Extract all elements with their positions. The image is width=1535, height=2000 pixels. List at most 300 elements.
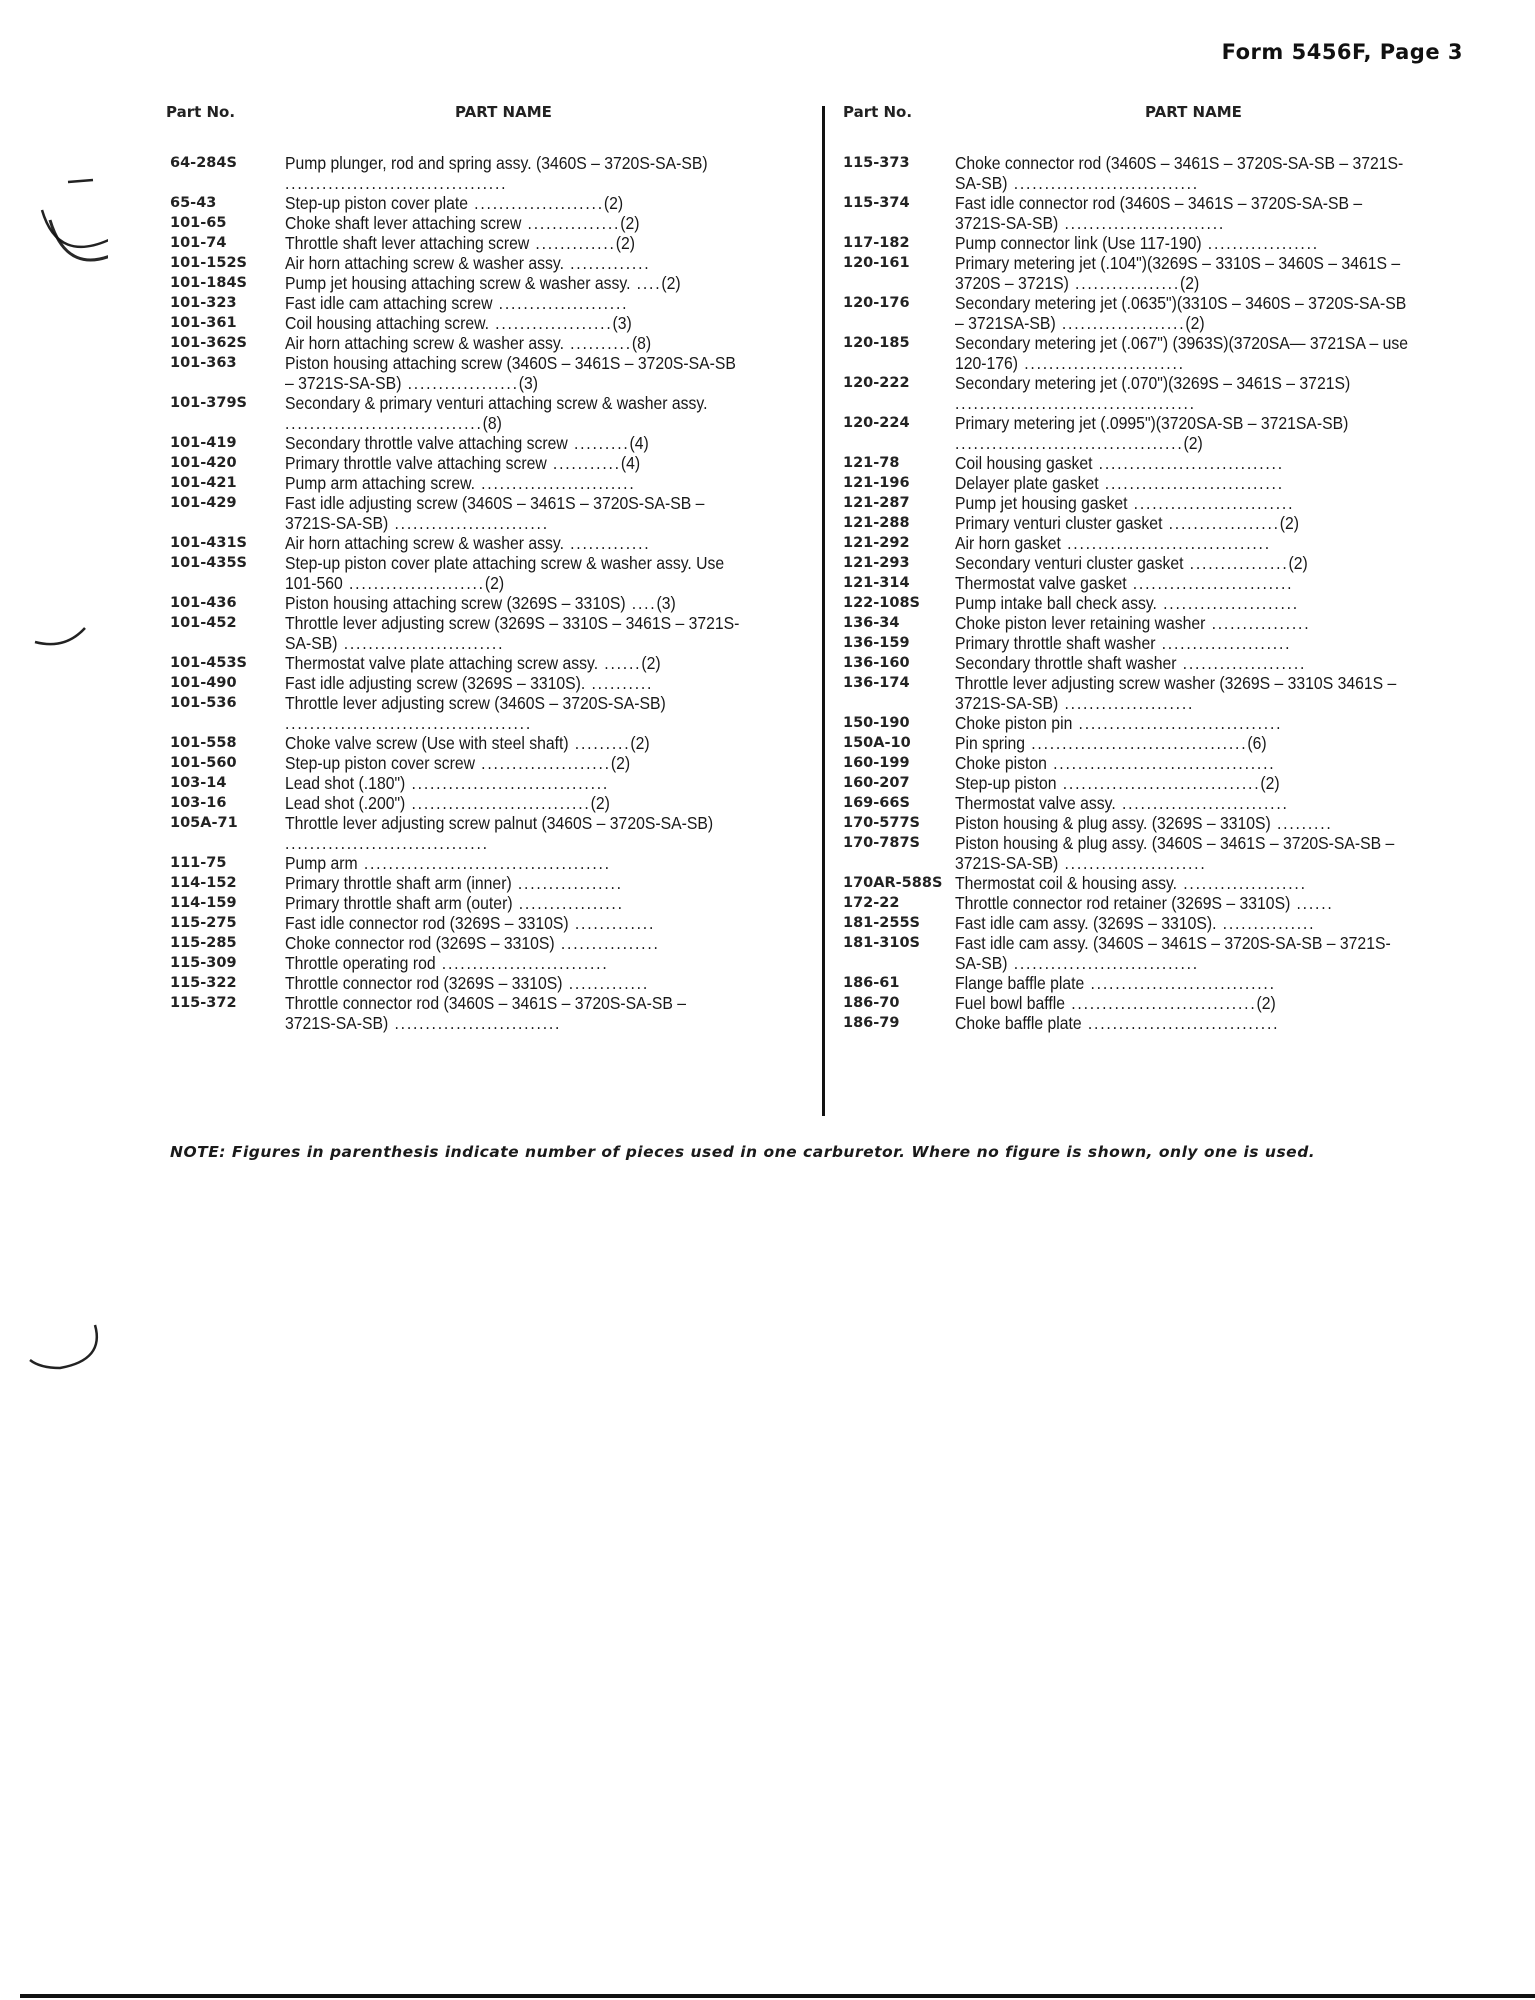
part-number: 160-199 [843,755,910,771]
part-name [285,193,740,213]
part-row [170,953,790,973]
part-name [285,273,740,293]
part-name-text: Primary throttle shaft arm (inner) [285,873,512,893]
dot-leader: .......................... [1018,353,1185,373]
dot-leader: ................................... [1025,733,1248,753]
part-name-text: Thermostat valve assy. [955,793,1116,813]
part-name-text: Secondary & primary venturi attaching screw & washer assy. [285,393,708,413]
dot-leader: ........................... [388,1013,562,1033]
part-name-text: Secondary throttle valve attaching screw [285,433,568,453]
part-number: 101-452 [170,615,237,631]
part-name-text: Throttle connector rod (3269S – 3310S) [285,973,563,993]
part-row [170,793,790,813]
part-name-text: Throttle lever adjusting screw washer (3269S – 3310S 3461S – 3721S-SA-SB) [955,673,1397,713]
part-row [843,533,1461,553]
part-row [843,553,1461,573]
part-name [955,613,1410,633]
dot-leader: .................... [1176,653,1307,673]
dot-leader: ................ [1205,613,1311,633]
part-name [285,213,740,233]
dot-leader: ..................................... [955,433,1184,453]
part-row [843,413,1461,453]
part-name [955,893,1410,913]
dot-leader: ..................... [467,193,604,213]
part-number: 136-159 [843,635,910,651]
part-row [170,873,790,893]
left-parts-list [170,153,790,1033]
part-name-text: Coil housing gasket [955,453,1093,473]
dot-leader: ..................... [1155,633,1292,653]
dot-leader: ....................... [1058,853,1207,873]
part-number: 101-435S [170,555,247,571]
part-number: 115-285 [170,935,237,951]
part-name [285,553,740,593]
part-number: 115-373 [843,155,910,171]
part-name-text: Piston housing & plug assy. (3269S – 3310S) [955,813,1271,833]
dot-leader: ................ [1183,553,1289,573]
dot-leader: ............................. [405,793,591,813]
part-name-text: Secondary metering jet (.067") (3963S)(3720SA— 3721SA – use 120-176) [955,333,1408,373]
part-quantity: (2) [590,793,610,813]
part-name-text: Fuel bowl baffle [955,993,1066,1013]
right-part-name-header: PART NAME [1145,103,1242,121]
part-name [285,393,740,433]
dot-leader: ......... [1270,813,1333,833]
part-number: 170-577S [843,815,920,831]
dot-leader: ............................. [1098,473,1284,493]
part-name [955,153,1410,193]
part-name-text: Choke piston [955,753,1047,773]
part-name-text: Throttle connector rod retainer (3269S – 3310S) [955,893,1291,913]
dot-leader: ..................... [492,293,629,313]
part-number: 121-293 [843,555,910,571]
part-name [955,413,1410,453]
part-row [843,293,1461,333]
dot-leader: ............. [562,973,650,993]
part-number: 101-74 [170,235,227,251]
part-name [955,993,1410,1013]
part-name-text: Secondary throttle shaft washer [955,653,1177,673]
part-row [170,673,790,693]
part-name-text: Fast idle connector rod (3460S – 3461S – 3720S-SA-SB – 3721S-SA-SB) [955,193,1363,233]
part-number: 136-160 [843,655,910,671]
right-parts-list [843,153,1461,1033]
part-name-text: Thermostat valve plate attaching screw assy. [285,653,599,673]
dot-leader: ................. [511,873,623,893]
part-row [170,293,790,313]
part-quantity: (2) [1256,993,1276,1013]
part-row [843,253,1461,293]
part-row [170,653,790,673]
part-name-text: Primary throttle shaft arm (outer) [285,893,513,913]
part-quantity: (4) [629,433,649,453]
dot-leader: .............................. [1007,173,1199,193]
part-number: 120-222 [843,375,910,391]
dot-leader: ......................... [474,473,636,493]
dot-leader: ................. [512,893,624,913]
part-number: 114-159 [170,895,237,911]
binder-hole-mark [25,1320,105,1380]
part-row [170,913,790,933]
part-name-text: Throttle lever adjusting screw (3269S – 3310S – 3461S – 3721S-SA-SB) [285,613,740,653]
part-number: 120-176 [843,295,910,311]
dot-leader: .................................... [1046,753,1276,773]
dot-leader: .......... [585,673,654,693]
part-number: 121-292 [843,535,910,551]
dot-leader: ........... [546,453,621,473]
dot-leader: ........................... [1115,793,1289,813]
part-row [170,193,790,213]
dot-leader: ................................. [1072,713,1283,733]
part-name [955,973,1410,993]
part-name [955,513,1410,533]
part-row [170,453,790,473]
part-name-text: Throttle connector rod (3460S – 3461S – 3720S-SA-SB – 3721S-SA-SB) [285,993,687,1033]
part-name [955,813,1410,833]
part-name-text: Fast idle cam assy. (3460S – 3461S – 3720S-SA-SB – 3721S-SA-SB) [955,933,1391,973]
part-row [843,793,1461,813]
part-name-text: Fast idle adjusting screw (3460S – 3461S – 3720S-SA-SB – 3721S-SA-SB) [285,493,705,533]
binder-hole-mark [30,620,90,660]
dot-leader: .... [630,273,662,293]
part-number: 101-558 [170,735,237,751]
part-row [843,333,1461,373]
part-name [285,473,740,493]
right-part-no-header: Part No. [843,103,913,121]
part-number: 101-431S [170,535,247,551]
part-number: 115-322 [170,975,237,991]
dot-leader: ................................. [285,833,489,853]
part-name [955,333,1410,373]
part-name [285,653,740,673]
part-row [843,473,1461,493]
part-name-text: Primary venturi cluster gasket [955,513,1163,533]
part-quantity: (2) [484,573,505,593]
part-number: 101-560 [170,755,237,771]
part-name-text: Primary throttle valve attaching screw [285,453,547,473]
part-row [170,333,790,353]
part-name-text: Pump arm [285,853,358,873]
dot-leader: ............... [521,213,621,233]
part-name-text: Choke baffle plate [955,1013,1082,1033]
dot-leader: ........................................ [285,713,533,733]
part-row [170,613,790,653]
part-quantity: (2) [615,233,635,253]
part-number: 101-453S [170,655,247,671]
part-name [955,713,1410,733]
part-name [955,633,1410,653]
part-name-text: Secondary venturi cluster gasket [955,553,1184,573]
part-number: 170AR-588S [843,875,943,891]
part-number: 117-182 [843,235,910,251]
part-row [843,893,1461,913]
dot-leader: ....................................... [955,393,1196,413]
part-name [285,333,740,353]
dot-leader: .......................... [1127,493,1295,513]
part-quantity: (2) [1288,553,1308,573]
part-row [843,833,1461,873]
part-number: 120-185 [843,335,910,351]
part-name-text: Primary throttle shaft washer [955,633,1156,653]
part-name [955,773,1410,793]
part-name [955,193,1410,233]
part-number: 115-374 [843,195,910,211]
part-name-text: Air horn attaching screw & washer assy. [285,533,564,553]
part-number: 150-190 [843,715,910,731]
part-number: 101-490 [170,675,237,691]
part-name-text: Pump arm attaching screw. [285,473,475,493]
part-name-text: Lead shot (.200") [285,793,406,813]
part-number: 121-288 [843,515,910,531]
part-name [955,253,1410,293]
part-quantity: (8) [482,413,502,433]
part-name [285,253,740,273]
part-name [955,933,1410,973]
part-name [955,593,1410,613]
dot-leader: .......................... [1126,573,1294,593]
part-name [285,973,740,993]
part-name [285,673,740,693]
part-number: 101-379S [170,395,247,411]
part-name-text: Flange baffle plate [955,973,1085,993]
part-name-text: Throttle lever adjusting screw palnut (3460S – 3720S-SA-SB) [285,813,714,833]
dot-leader: .... [625,593,657,613]
part-row [170,933,790,953]
dot-leader: ...... [598,653,642,673]
part-name-text: Thermostat valve gasket [955,573,1127,593]
part-name [955,1013,1410,1033]
part-quantity: (3) [518,373,539,393]
dot-leader: ........................... [435,953,609,973]
part-name [285,733,740,753]
dot-leader: ................. [1068,273,1181,293]
part-name [285,453,740,473]
part-row [843,813,1461,833]
dot-leader: ............................... [1081,1013,1280,1033]
part-name [285,233,740,253]
part-quantity: (2) [641,653,661,673]
part-name [285,793,740,813]
bottom-rule [20,1994,1535,1998]
part-name [285,933,740,953]
part-name [955,373,1410,413]
part-quantity: (6) [1247,733,1267,753]
part-name-text: Step-up piston cover screw [285,753,475,773]
part-row [170,773,790,793]
part-quantity: (2) [661,273,681,293]
part-name-text: Pump connector link (Use 117-190) [955,233,1202,253]
part-number: 101-65 [170,215,227,231]
part-number: 64-284S [170,155,237,171]
dot-leader: .......................... [337,633,505,653]
part-row [170,393,790,433]
part-name [955,653,1410,673]
form-page-label: Form 5456F, Page 3 [1221,40,1463,64]
part-row [843,733,1461,753]
footnote: NOTE: Figures in parenthesis indicate number of pieces used in one carburetor. Where no figure is shown, only one is used. [170,1143,1316,1161]
part-name-text: Air horn attaching screw & washer assy. [285,333,564,353]
part-quantity: (4) [620,453,641,473]
part-name-text: Pump jet housing attaching screw & washer assy. [285,273,631,293]
part-number: 101-152S [170,255,247,271]
part-row [170,973,790,993]
part-number: 136-34 [843,615,900,631]
part-row [843,513,1461,533]
part-row [170,233,790,253]
dot-leader: ................................ [285,413,483,433]
part-name-text: Secondary metering jet (.070")(3269S – 3461S – 3721S) [955,373,1351,393]
part-number: 101-362S [170,335,247,351]
part-row [170,593,790,613]
dot-leader: ..................... [1058,693,1195,713]
dot-leader: .............................. [1007,953,1199,973]
part-name-text: Choke shaft lever attaching screw [285,213,522,233]
part-number: 121-78 [843,455,900,471]
dot-leader: ................... [488,313,613,333]
part-row [170,213,790,233]
part-name [285,153,740,193]
part-name [285,893,740,913]
part-number: 101-536 [170,695,237,711]
part-name-text: Air horn gasket [955,533,1061,553]
part-quantity: (2) [1180,273,1200,293]
part-number: 114-152 [170,875,237,891]
dot-leader: ............... [1216,913,1316,933]
part-name-text: Lead shot (.180") [285,773,406,793]
part-row [170,553,790,593]
part-name [955,573,1410,593]
part-name [955,673,1410,713]
dot-leader: .............................. [1065,993,1257,1013]
part-name [285,993,740,1033]
part-name [285,753,740,773]
part-number: 181-255S [843,915,920,931]
part-number: 103-16 [170,795,227,811]
part-row [843,573,1461,593]
part-name [285,293,740,313]
part-number: 101-421 [170,475,237,491]
part-name [955,753,1410,773]
part-row [843,493,1461,513]
part-quantity: (3) [656,593,676,613]
part-name [285,693,740,733]
part-row [170,753,790,773]
dot-leader: .............................. [1092,453,1284,473]
part-number: 186-61 [843,975,900,991]
part-number: 105A-71 [170,815,238,831]
part-name-text: Step-up piston cover plate attaching screw & washer assy. Use 101-560 [285,553,725,593]
part-row [843,653,1461,673]
part-name-text: Choke valve screw (Use with steel shaft) [285,733,569,753]
part-row [843,613,1461,633]
part-number: 101-361 [170,315,237,331]
part-number: 169-66S [843,795,910,811]
part-name [285,613,740,653]
part-name [955,533,1410,553]
part-row [170,473,790,493]
part-row [170,253,790,273]
part-name [285,773,740,793]
part-name-text: Pin spring [955,733,1026,753]
part-row [170,433,790,453]
part-number: 115-372 [170,995,237,1011]
part-number: 101-323 [170,295,237,311]
part-row [170,893,790,913]
part-row [843,153,1461,193]
part-name [285,353,740,393]
part-quantity: (2) [610,753,631,773]
part-name-text: Air horn attaching screw & washer assy. [285,253,564,273]
dot-leader: .......................... [1058,213,1226,233]
dot-leader: ............. [568,913,656,933]
part-name-text: Choke piston pin [955,713,1073,733]
part-row [170,993,790,1033]
part-name-text: Fast idle cam assy. (3269S – 3310S). [955,913,1217,933]
part-quantity: (8) [631,333,652,353]
part-row [170,353,790,393]
part-name [955,873,1410,893]
part-name [955,493,1410,513]
dot-leader: ......... [567,433,630,453]
part-number: 65-43 [170,195,217,211]
dot-leader: ...................... [342,573,485,593]
dot-leader: ......................... [388,513,549,533]
part-number: 101-184S [170,275,247,291]
part-row [843,993,1461,1013]
part-row [843,933,1461,973]
part-name [285,813,740,853]
part-number: 136-174 [843,675,910,691]
dot-leader: ............. [529,233,616,253]
part-name [955,453,1410,473]
part-quantity: (2) [603,193,624,213]
part-row [843,193,1461,233]
part-name [955,553,1410,573]
part-name [955,293,1410,333]
part-name [285,853,740,873]
part-name-text: Choke connector rod (3460S – 3461S – 3720S-SA-SB – 3721S-SA-SB) [955,153,1404,193]
part-name-text: Delayer plate gasket [955,473,1099,493]
part-name [955,473,1410,493]
part-row [170,853,790,873]
part-row [170,273,790,293]
part-name-text: Thermostat coil & housing assy. [955,873,1178,893]
part-name [955,733,1410,753]
part-row [843,593,1461,613]
part-name [285,953,740,973]
part-name-text: Primary metering jet (.104")(3269S – 3310S – 3460S – 3461S – 3720S – 3721S) [955,253,1401,293]
dot-leader: ........................................ [357,853,611,873]
part-name [285,593,740,613]
part-number: 150A-10 [843,735,911,751]
part-number: 101-419 [170,435,237,451]
binder-hole-mark [28,170,108,280]
part-name-text: Fast idle cam attaching screw [285,293,493,313]
left-part-name-header: PART NAME [455,103,552,121]
part-name-text: Coil housing attaching screw. [285,313,489,333]
part-row [170,733,790,753]
part-name [285,493,740,533]
part-quantity: (2) [1183,433,1203,453]
part-row [170,813,790,853]
part-number: 181-310S [843,935,920,951]
part-name-text: Pump jet housing gasket [955,493,1128,513]
part-quantity: (2) [1279,513,1300,533]
part-number: 115-275 [170,915,237,931]
part-row [843,973,1461,993]
part-number: 121-287 [843,495,910,511]
part-number: 101-420 [170,455,237,471]
